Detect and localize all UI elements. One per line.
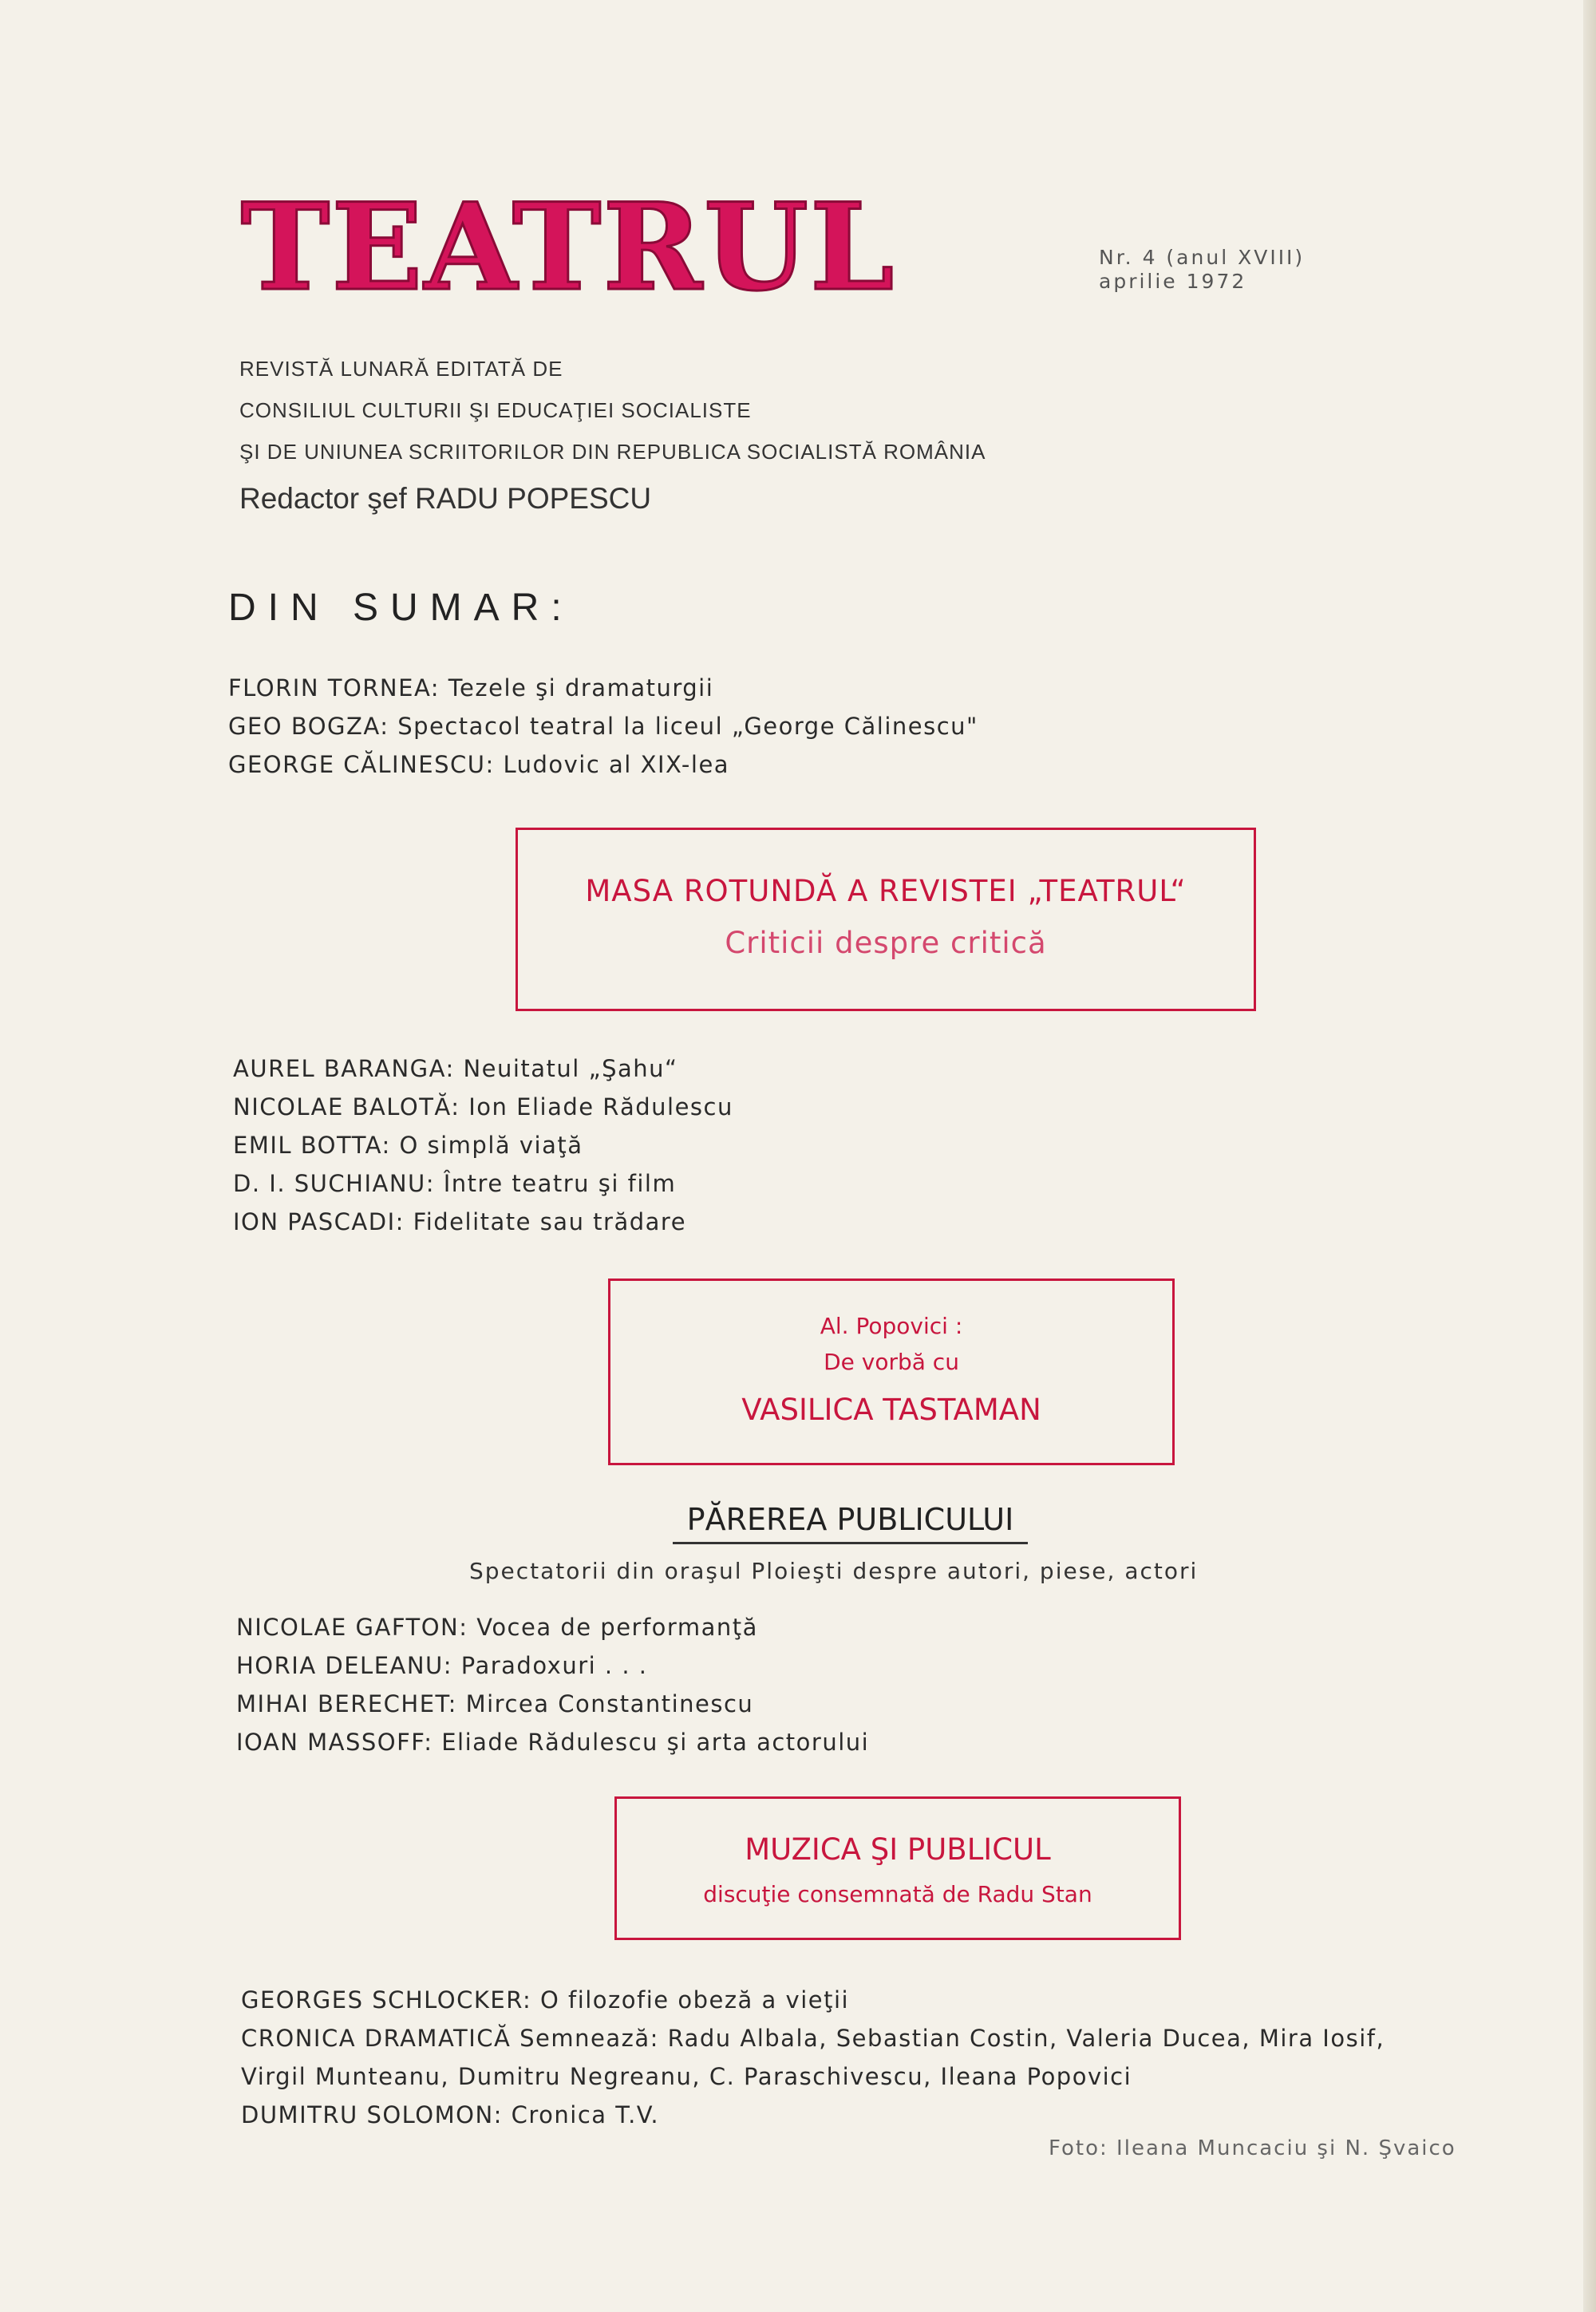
summary-heading: DIN SUMAR:	[228, 587, 574, 629]
contents-entry: NICOLAE BALOTĂ: Ion Eliade Rădulescu	[233, 1093, 733, 1120]
publisher-line: CONSILIUL CULTURII ŞI EDUCAŢIEI SOCIALISTE	[239, 398, 752, 422]
music-title: MUZICA ŞI PUBLICUL	[745, 1832, 1051, 1867]
contents-entry: CRONICA DRAMATICĂ Semnează: Radu Albala, Sebastian Costin, Valeria Ducea, Mira Iosif,	[241, 2025, 1385, 2052]
contents-entry: D. I. SUCHIANU: Între teatru şi film	[233, 1170, 677, 1197]
contents-group-1	[228, 669, 978, 784]
contents-group-4	[241, 1981, 1385, 2134]
contents-entry: ION PASCADI: Fidelitate sau trădare	[233, 1208, 687, 1235]
contents-group-3	[236, 1608, 869, 1761]
photo-credit: Foto: Ileana Muncaciu şi N. Şvaico	[1049, 2136, 1456, 2160]
editor-in-chief: Redactor şef RADU POPESCU	[239, 482, 652, 515]
music-subtitle: discuţie consemnată de Radu Stan	[703, 1881, 1092, 1907]
opinion-subtitle: Spectatorii din oraşul Ploieşti despre autori, piese, actori	[469, 1558, 1199, 1584]
contents-group-2	[233, 1049, 733, 1241]
music-box	[614, 1796, 1181, 1940]
interview-subject: VASILICA TASTAMAN	[741, 1393, 1041, 1427]
round-table-title: MASA ROTUNDĂ A REVISTEI „TEATRUL“	[585, 874, 1187, 908]
contents-entry: IOAN MASSOFF: Eliade Rădulescu şi arta actorului	[236, 1729, 870, 1756]
contents-entry: HORIA DELEANU: Paradoxuri . . .	[236, 1652, 648, 1679]
contents-entry: GEORGES SCHLOCKER: O filozofie obeză a vieţii	[241, 1986, 850, 2014]
issue-info	[1099, 246, 1305, 294]
masthead-logo	[240, 169, 896, 321]
opinion-title: PĂREREA PUBLICULUI	[673, 1502, 1028, 1544]
page-edge	[1583, 0, 1596, 2312]
contents-entry: AUREL BARANGA: Neuitatul „Şahu“	[233, 1055, 678, 1082]
interview-author: Al. Popovici :	[820, 1313, 963, 1339]
contents-entry: FLORIN TORNEA: Tezele şi dramaturgii	[228, 674, 714, 702]
round-table-subtitle: Criticii despre critică	[725, 926, 1047, 960]
publisher-line: REVISTĂ LUNARĂ EDITATĂ DE	[239, 357, 563, 381]
logo-text: TEATRUL	[240, 177, 896, 318]
issue-date: aprilie 1972	[1099, 270, 1247, 293]
interview-intro: De vorbă cu	[824, 1349, 959, 1375]
publisher-block	[239, 348, 986, 472]
round-table-box	[516, 828, 1256, 1011]
contents-entry: NICOLAE GAFTON: Vocea de performanţă	[236, 1614, 758, 1641]
contents-entry: DUMITRU SOLOMON: Cronica T.V.	[241, 2101, 660, 2128]
contents-entry: GEO BOGZA: Spectacol teatral la liceul „George Călinescu"	[228, 713, 978, 740]
contents-entry: EMIL BOTTA: O simplă viaţă	[233, 1132, 583, 1159]
publisher-line: ŞI DE UNIUNEA SCRIITORILOR DIN REPUBLICA SOCIALISTĂ ROMÂNIA	[239, 440, 986, 464]
contents-entry: MIHAI BERECHET: Mircea Constantinescu	[236, 1690, 754, 1717]
interview-box	[608, 1279, 1175, 1465]
contents-entry: Virgil Munteanu, Dumitru Negreanu, C. Paraschivescu, Ileana Popovici	[241, 2063, 1132, 2090]
issue-number: Nr. 4 (anul XVIII)	[1099, 246, 1306, 269]
contents-entry: GEORGE CĂLINESCU: Ludovic al XIX-lea	[228, 751, 730, 778]
